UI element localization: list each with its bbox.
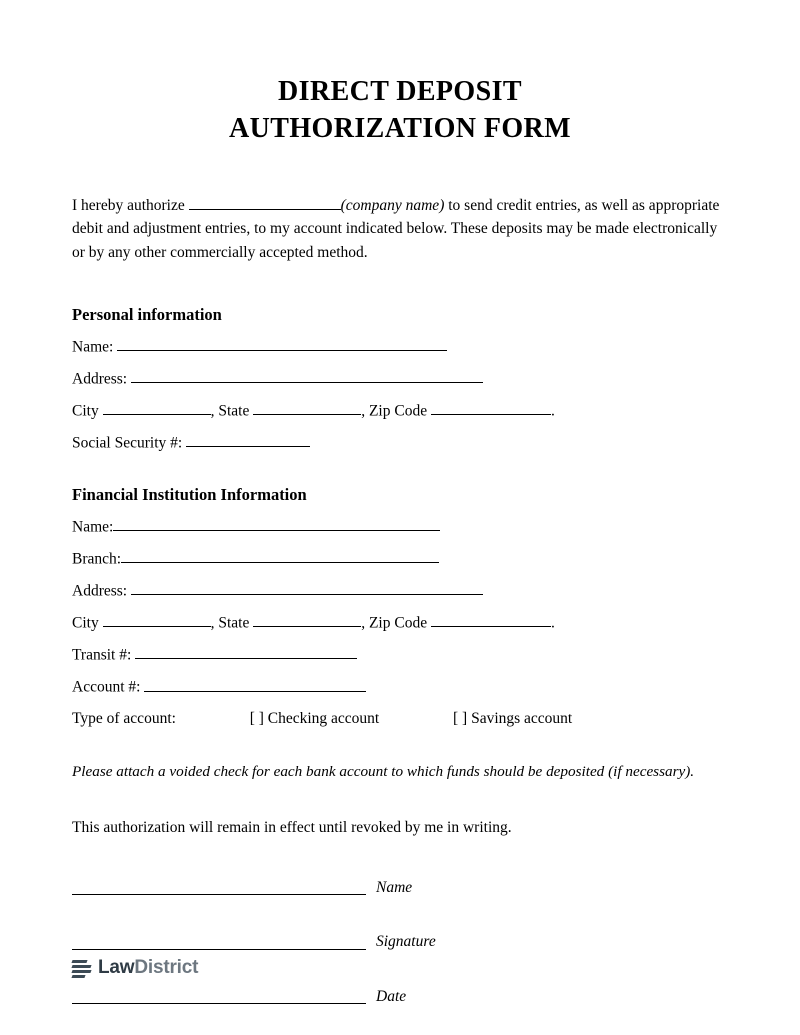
personal-period: . — [550, 401, 555, 419]
personal-state-field[interactable] — [253, 401, 361, 415]
personal-name-row — [72, 337, 728, 357]
bank-name-field[interactable] — [113, 517, 440, 531]
personal-city-state-zip-row — [72, 401, 728, 421]
bank-zip-field[interactable] — [431, 613, 551, 627]
savings-account-label: Savings account — [471, 710, 573, 728]
bank-branch-row — [72, 549, 728, 569]
personal-name-field[interactable] — [117, 337, 447, 351]
personal-information-section — [72, 305, 728, 453]
bank-address-field[interactable] — [131, 581, 483, 595]
date-label: Date — [376, 987, 407, 1005]
bank-branch-label: Branch: — [72, 550, 122, 568]
personal-state-label: State — [218, 401, 250, 419]
company-name-blank[interactable] — [189, 195, 341, 210]
personal-address-field[interactable] — [131, 369, 483, 383]
voided-check-note: Please attach a voided check for each bank account to which funds should be deposited (if necessary). — [72, 763, 695, 781]
bank-city-label: City — [72, 614, 99, 632]
personal-name-label: Name: — [72, 337, 114, 355]
signature-label: Signature — [376, 933, 436, 951]
savings-account-checkbox[interactable]: [ ] — [453, 710, 468, 728]
transit-number-field[interactable] — [135, 645, 357, 659]
financial-institution-heading: Financial Institution Information — [72, 484, 307, 504]
account-type-row — [72, 709, 728, 729]
personal-city-label: City — [72, 401, 99, 419]
signature-row-signature — [72, 934, 728, 950]
personal-comma-2: , — [361, 401, 366, 419]
personal-zip-label: Zip Code — [368, 401, 428, 419]
brand-name-bold: Law — [98, 957, 135, 978]
social-security-label: Social Security #: — [72, 434, 183, 452]
lawdistrict-logo — [72, 957, 198, 979]
bank-comma-2: , — [361, 614, 366, 632]
bank-period: . — [550, 614, 555, 632]
social-security-row — [72, 433, 728, 453]
intro-after-blank: to send credit entries, as well as appropriate debit and adjustment entries, to my account indicated below. These deposits may be made electronically or by any other commercially accepted method. — [72, 196, 720, 261]
personal-comma-1: , — [210, 401, 215, 419]
personal-information-heading: Personal information — [72, 304, 222, 324]
personal-city-field[interactable] — [103, 401, 211, 415]
transit-number-row — [72, 645, 728, 665]
brand-name-light: District — [134, 957, 199, 978]
checking-account-label: Checking account — [267, 710, 380, 728]
bank-state-label: State — [218, 614, 250, 632]
bank-city-state-zip-row — [72, 613, 728, 633]
bank-state-field[interactable] — [253, 613, 361, 627]
social-security-field[interactable] — [186, 433, 310, 447]
transit-number-label: Transit #: — [72, 646, 132, 664]
bank-zip-label: Zip Code — [368, 614, 428, 632]
revocation-statement: This authorization will remain in effect until revoked by me in writing. — [72, 819, 512, 837]
bank-address-label: Address: — [72, 582, 128, 600]
bank-branch-field[interactable] — [121, 549, 439, 563]
title-line-1: DIRECT DEPOSIT — [278, 76, 522, 107]
account-number-row — [72, 677, 728, 697]
bank-name-row — [72, 517, 728, 537]
document-title — [72, 74, 728, 148]
bank-city-field[interactable] — [103, 613, 211, 627]
brand-wordmark — [98, 957, 198, 979]
title-line-2: AUTHORIZATION FORM — [229, 112, 571, 144]
bank-address-row — [72, 581, 728, 601]
personal-zip-field[interactable] — [431, 401, 551, 415]
authorization-intro-paragraph — [72, 194, 728, 265]
company-name-hint: (company name) — [340, 196, 445, 214]
signature-row-name — [72, 880, 728, 896]
date-line[interactable] — [72, 989, 366, 1004]
bank-comma-1: , — [210, 614, 215, 632]
checking-account-checkbox[interactable]: [ ] — [249, 710, 264, 728]
bank-name-label: Name: — [72, 518, 114, 536]
lawdistrict-stripes-icon — [72, 959, 91, 978]
signature-line[interactable] — [72, 935, 366, 950]
signature-row-date — [72, 989, 728, 1005]
name-signature-line[interactable] — [72, 880, 366, 895]
account-number-field[interactable] — [144, 677, 366, 691]
personal-address-label: Address: — [72, 369, 128, 387]
account-number-label: Account #: — [72, 678, 141, 696]
name-signature-label: Name — [376, 878, 413, 896]
account-type-label: Type of account: — [72, 710, 176, 728]
intro-before-blank: I hereby authorize — [72, 196, 189, 214]
personal-address-row — [72, 369, 728, 389]
financial-institution-section — [72, 485, 728, 729]
